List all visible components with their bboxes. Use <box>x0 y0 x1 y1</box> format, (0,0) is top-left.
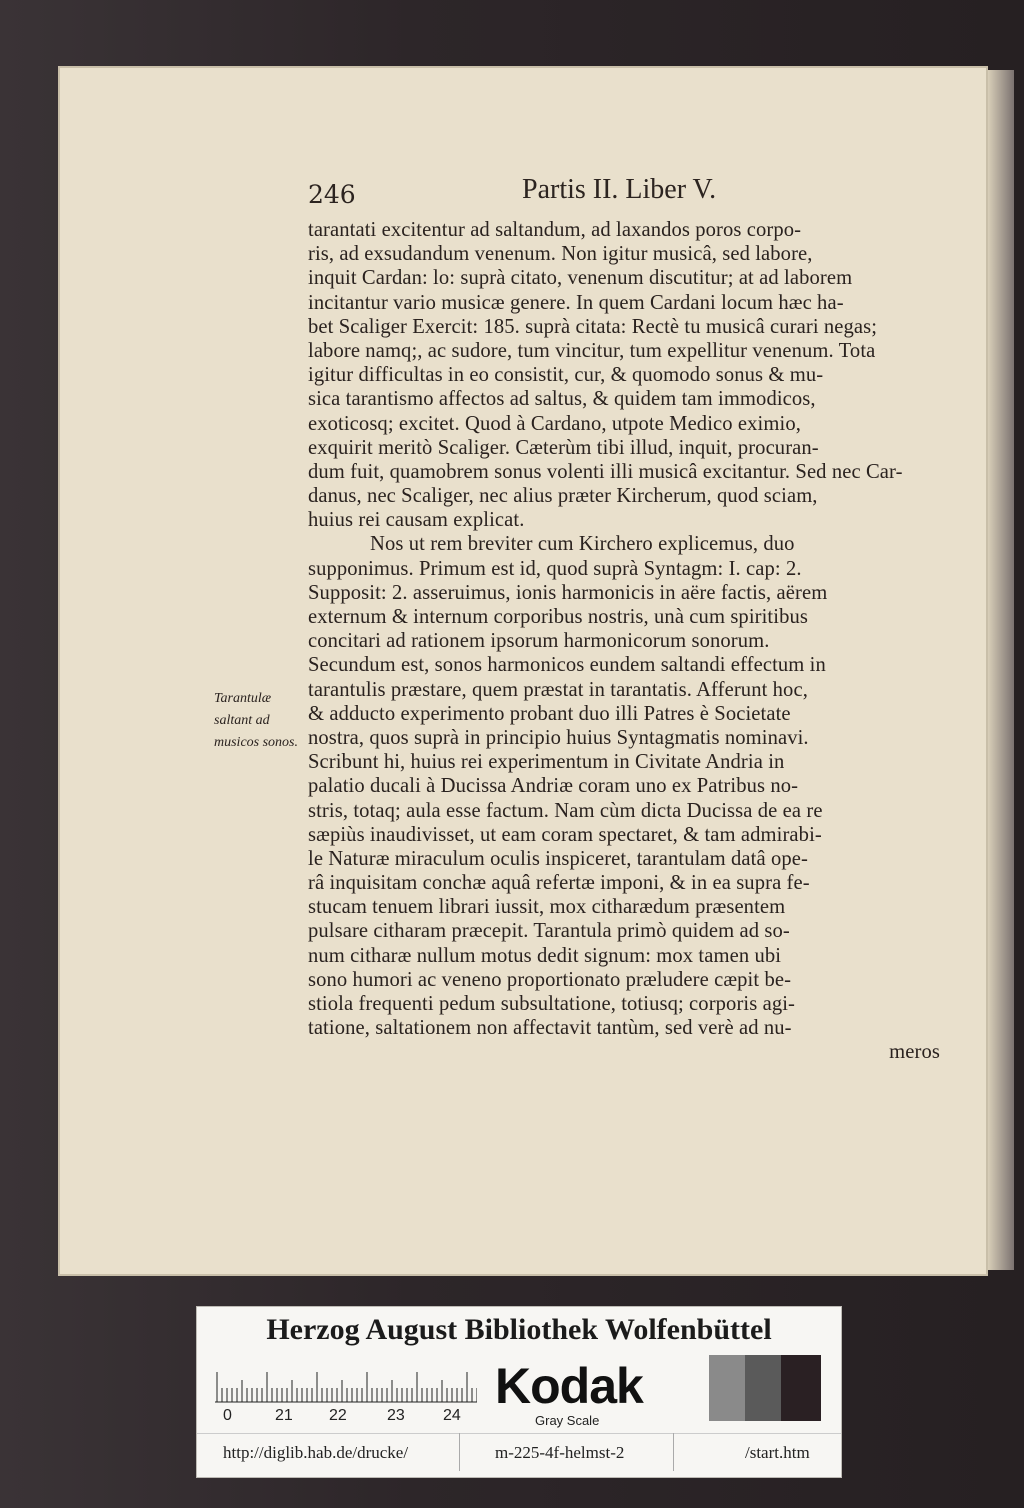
ruler-number: 21 <box>275 1407 293 1424</box>
kodak-logo: Kodak <box>495 1358 643 1414</box>
ruler-number: 0 <box>223 1407 232 1424</box>
text-line: pulsare citharam præcepit. Tarantula primò quidem ad so- <box>308 920 790 943</box>
text-line: râ inquisitam conchæ aquâ refertæ imponi, & in ea supra fe- <box>308 872 810 895</box>
text-line: concitari ad rationem ipsorum harmonicorum sonorum. <box>308 630 770 653</box>
text-line: stucam tenuem librari iussit, mox citharædum præsentem <box>308 896 786 919</box>
text-line: ris, ad exsudandum venenum. Non igitur musicâ, sed labore, <box>308 243 813 266</box>
ruler-scale <box>215 1367 477 1403</box>
text-line: Secundum est, sonos harmonicos eundem saltandi effectum in <box>308 654 826 677</box>
running-head-title: Partis II. Liber V. <box>522 174 717 205</box>
text-line: Supposit: 2. asseruimus, ionis harmonicis in aëre factis, aërem <box>308 581 828 604</box>
text-line: incitantur vario musicæ genere. In quem Cardani locum hæc ha- <box>308 291 844 314</box>
text-line: externum & internum corporibus nostris, unà cum spiritibus <box>308 606 808 628</box>
library-name: Herzog August Bibliothek Wolfenbüttel <box>266 1313 772 1346</box>
text-line: sono humori ac veneno proportionato præludere cæpit be- <box>308 968 792 991</box>
shelfmark: m-225-4f-helmst-2 <box>495 1443 625 1462</box>
body-text <box>308 218 948 1065</box>
text-line: labore namq;, ac sudore, tum vincitur, tum expellitur venenum. Tota <box>308 339 876 362</box>
text-line: stiola frequenti pedum subsultatione, totiusq; corporis agi- <box>308 993 796 1015</box>
text-line: Scribunt hi, huius rei experimentum in Civitate Andria in <box>308 751 785 774</box>
text-line: bet Scaliger Exercit: 185. suprà citata: Rectè tu musicâ curari negas; <box>308 315 878 338</box>
text-line: nostra, quos suprà in principio huius Syntagmatis nominavi. <box>308 726 809 749</box>
gray-swatch-dark <box>781 1355 821 1421</box>
paragraph-1 <box>308 218 948 532</box>
text-line: tarantulis præstare, quem præstat in tarantatis. Afferunt hoc, <box>308 678 808 701</box>
text-line: supponimus. Primum est id, quod suprà Syntagm: I. cap: 2. <box>308 557 802 580</box>
library-color-card <box>196 1306 842 1478</box>
ruler-number: 23 <box>387 1407 405 1424</box>
paragraph-2 <box>308 532 948 1040</box>
gray-swatch-mid <box>745 1355 781 1421</box>
text-line: igitur difficultas in eo consistit, cur, & quomodo sonus & mu- <box>308 364 824 387</box>
text-line: sica tarantismo affectos ad saltus, & quidem tam immodicos, <box>308 388 816 411</box>
text-line: tarantati excitentur ad saltandum, ad laxandos poros corpo- <box>308 219 802 241</box>
text-line: & adducto experimento probant duo illi Patres è Societate <box>308 702 791 725</box>
text-line: dum fuit, quamobrem sonus volenti illi musicâ excitantur. Sed nec Car- <box>308 460 903 483</box>
ruler-numbers <box>211 1407 481 1431</box>
catchword: meros <box>889 1041 940 1064</box>
ruler-number: 22 <box>329 1407 347 1424</box>
ruler-number: 24 <box>443 1407 461 1424</box>
text-line: exquirit meritò Scaliger. Cæterùm tibi illud, inquit, procuran- <box>308 436 819 459</box>
marginal-note-line: musicos sonos. <box>214 735 299 750</box>
text-line: Nos ut rem breviter cum Kirchero explicemus, duo <box>370 533 795 556</box>
text-line: huius rei causam explicat. <box>308 509 525 532</box>
start-link: /start.htm <box>745 1443 810 1462</box>
gray-swatch-light <box>709 1355 745 1421</box>
library-url: http://diglib.hab.de/drucke/ <box>223 1443 409 1462</box>
gray-scale-label: Gray Scale <box>535 1413 600 1428</box>
text-line: exoticosq; excitet. Quod à Cardano, utpote Medico eximio, <box>308 412 801 435</box>
card-footer <box>197 1443 841 1467</box>
text-line: num citharæ nullum motus dedit signum: mox tamen ubi <box>308 944 782 967</box>
text-line: inquit Cardan: lo: suprà citato, venenum discutitur; at ad laborem <box>308 267 853 290</box>
text-line: danus, nec Scaliger, nec alius præter Kircherum, quod sciam, <box>308 485 818 508</box>
text-line: le Naturæ miraculum oculis inspiceret, tarantulam datâ ope- <box>308 847 808 870</box>
marginal-note-line: saltant ad <box>214 713 270 728</box>
running-head <box>308 170 948 210</box>
text-line: palatio ducali à Ducissa Andriæ coram uno ex Patribus no- <box>308 775 799 798</box>
marginal-note-line: Tarantulæ <box>214 691 272 706</box>
text-line: sæpiùs inaudivisset, ut eam coram spectaret, & tam admirabi- <box>308 823 822 846</box>
marginal-note <box>214 688 306 754</box>
card-divider <box>197 1433 841 1434</box>
gray-swatches <box>709 1355 821 1421</box>
text-line: tatione, saltationem non affectavit tantùm, sed verè ad nu- <box>308 1017 792 1040</box>
page-edge <box>988 70 1014 1270</box>
page-number: 246 <box>308 180 356 209</box>
text-line: stris, totaq; aula esse factum. Nam cùm dicta Ducissa de ea re <box>308 799 823 822</box>
